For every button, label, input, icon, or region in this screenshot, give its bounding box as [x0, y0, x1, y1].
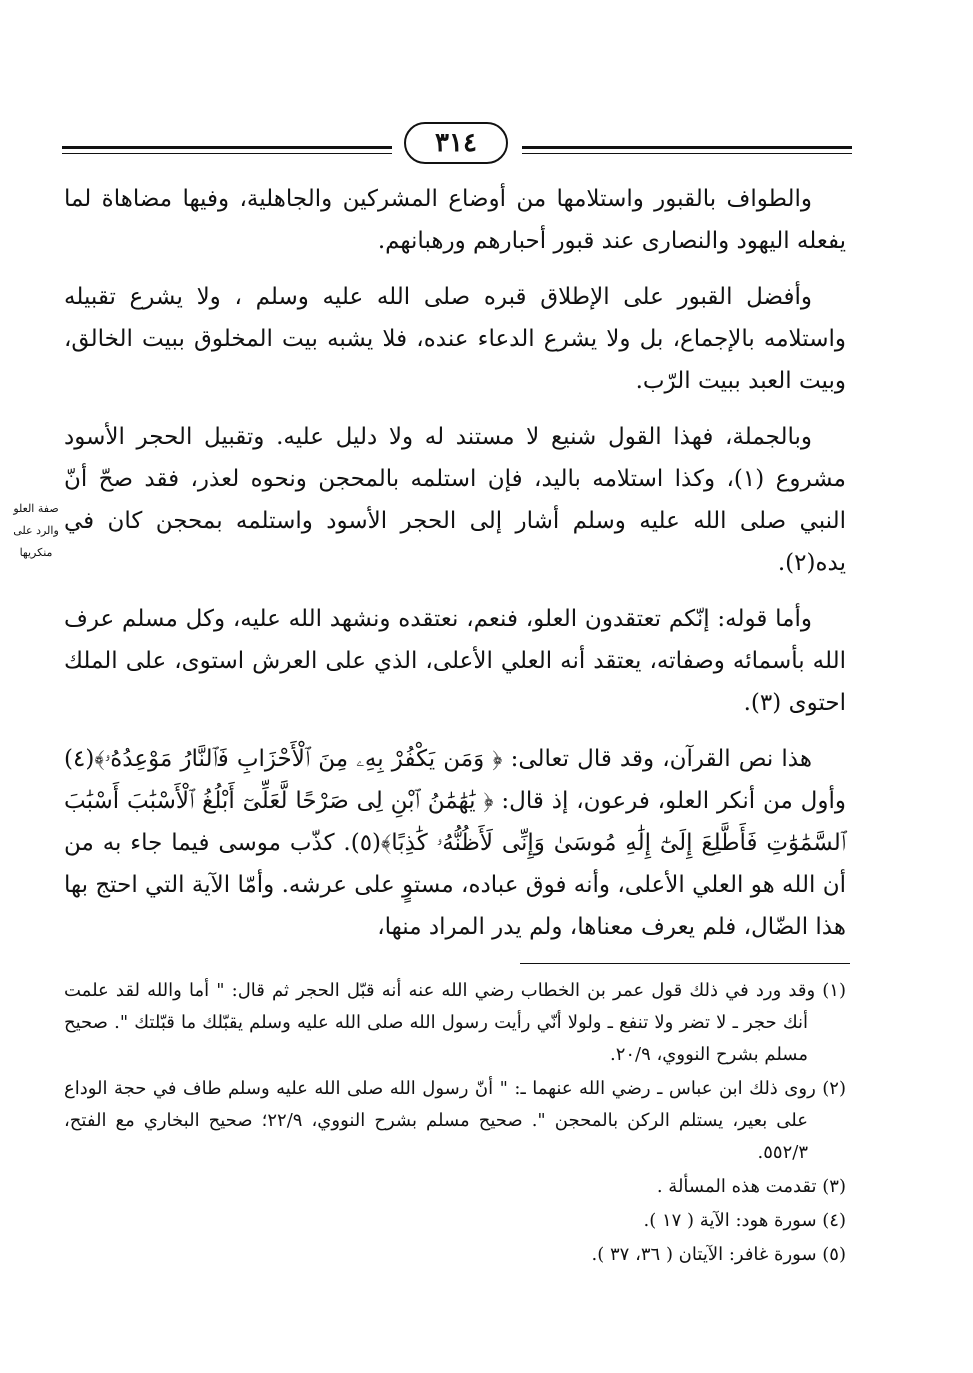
paragraph: والطواف بالقبور واستلامها من أوضاع المشركين والجاهلية، وفيها مضاهاة لما يفعله اليهود والنصارى عند قبور أحبارهم ورهبانهم. [64, 186, 846, 254]
page-number: ٣١٤ [404, 122, 508, 164]
footnotes [64, 975, 846, 1273]
footnote: (٥) سورة غافر: الآيتان ( ٣٦، ٣٧ ). [591, 1244, 846, 1265]
paragraph: وبالجملة، فهذا القول شنيع لا مستند له ولا دليل عليه. وتقبيل الحجر الأسود مشروع (١)، وكذا استلامه باليد، فإن استلمه بالمحجن ونحوه لعذر، فقد صحّ أنّ النبي صلى الله عليه وسلم أشار إلى الحجر الأسود واستلمه بمحجن كان في يده(٢). [64, 424, 846, 576]
header-rule-left [62, 146, 392, 149]
paragraph: وأما قوله: إنّكم تعتقدون العلو، فنعم، نعتقده ونشهد الله عليه، وكل مسلم عرف الله بأسمائه وصفاته، يعتقد أنه العلي الأعلى، الذي على العرش استوى، على الملك احتوى (٣). [64, 606, 846, 716]
header-rule-right [522, 146, 852, 149]
paragraph: هذا نص القرآن، وقد قال تعالى: ﴿ وَمَن يَكْفُرْ بِهِۦ مِنَ ٱلْأَحْزَابِ فَٱلنَّارُ مَوْعِدُهُۥ﴾(٤) وأول من أنكر العلو، فرعون، إذ قال: ﴿ يَٰهَٰمَٰنُ ٱبْنِ لِى صَرْحًا لَّعَلِّىٓ أَبْلُغُ ٱلْأَسْبَٰبَ أَسْبَٰبَ ٱلسَّمَٰوَٰتِ فَأَطَّلِعَ إِلَىٰٓ إِلَٰهِ مُوسَىٰ وَإِنِّى لَأَظُنُّهُۥ كَٰذِبًا﴾(٥). كذّب موسى فيما جاء به من أن الله هو العلي الأعلى، وأنه فوق عباده، مستوٍ على عرشه. وأمّا الآية التي احتج بها هذا الضّال، فلم يعرف معناها، ولم يدر المراد منها، [64, 746, 846, 940]
footnote: (١) وقد ورد في ذلك قول عمر بن الخطاب رضي الله عنه أنه قبّل الحجر ثم قال: " أما والله لقد علمت أنك حجر ـ لا تضر ولا تنفع ـ ولولا أنّي رأيت رسول الله صلى الله عليه وسلم يقبّلك ما قبّلتك ". صحيح مسلم بشرح النووي، ٢٠/٩. [64, 980, 846, 1065]
page-header [62, 108, 852, 168]
footnote-separator [520, 963, 850, 964]
footnote: (٣) تقدمت هذه المسألة . [656, 1176, 846, 1197]
footnote: (٤) سورة هود: الآية ( ١٧ ). [643, 1210, 846, 1231]
footnote: (٢) روى ذلك ابن عباس ـ رضي الله عنهما ـ: " أنّ رسول الله صلى الله عليه وسلم طاف في حجة الوداع على بعير، يستلم الركن بالمحجن ". صحيح مسلم بشرح النووي، ٢٢/٩؛ صحيح البخاري مع الفتح، ٥٥٢/٣. [64, 1078, 846, 1163]
paragraph: وأفضل القبور على الإطلاق قبره صلى الله عليه وسلم ، ولا يشرع تقبيله واستلامه بالإجماع، بل ولا يشرع الدعاء عنده، فلا يشبه بيت المخلوق ببيت الخالق، وبيت العبد ببيت الرّب. [64, 284, 846, 394]
main-text [64, 178, 846, 962]
margin-note: صفة العلو والرد على منكريها [13, 502, 59, 559]
